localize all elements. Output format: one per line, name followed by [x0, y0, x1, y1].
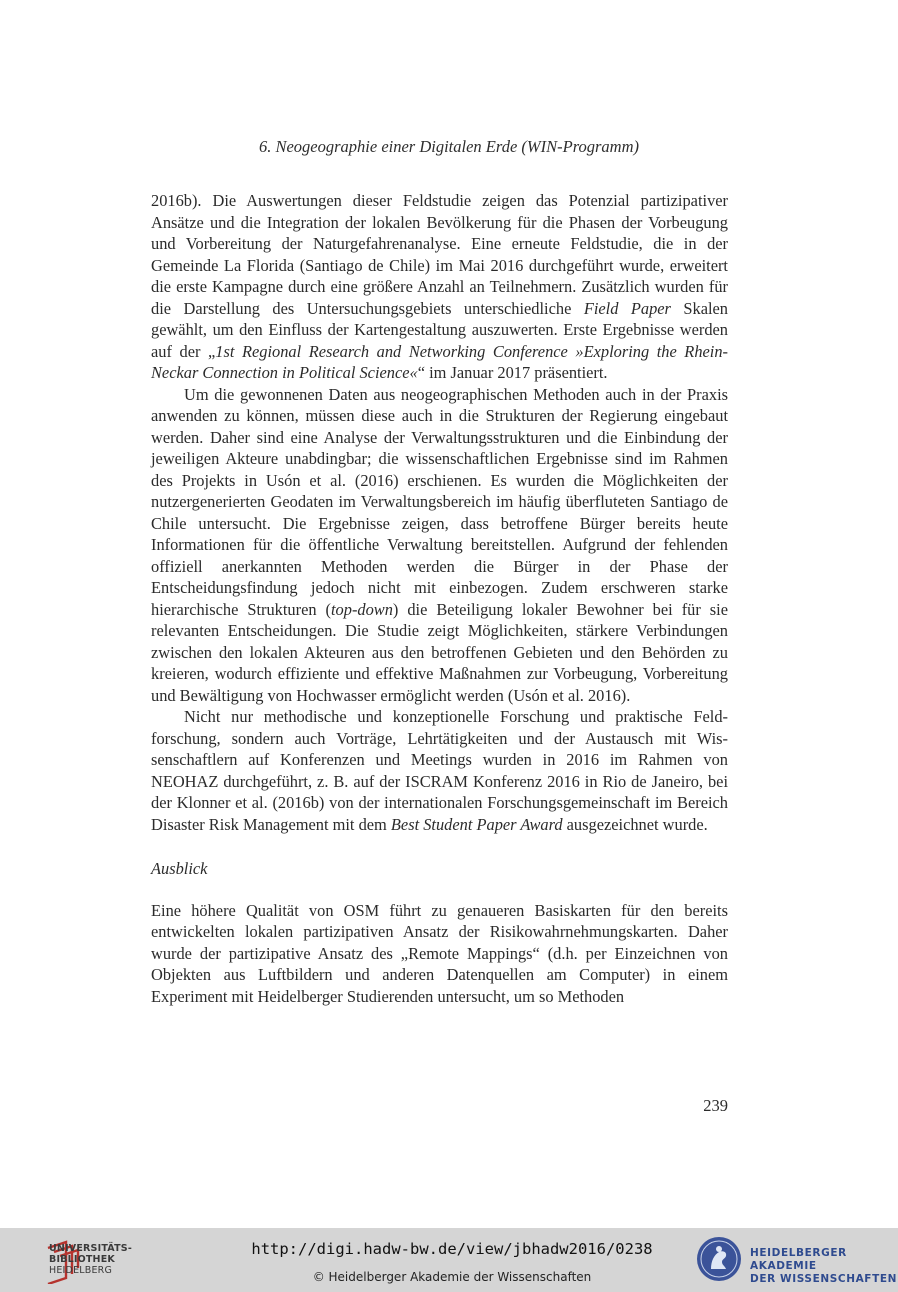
- paragraph-1-italic-field-paper: Field Paper: [583, 298, 671, 318]
- academy-line-2: DER WISSENSCHAFTEN: [750, 1273, 898, 1285]
- paragraph-2: [151, 384, 728, 707]
- paragraph-4: [151, 900, 728, 1008]
- viewer-footer-bar: [0, 1228, 898, 1292]
- academy-line-1: HEIDELBERGER AKADEMIE: [750, 1247, 847, 1272]
- paragraph-3: [151, 706, 728, 835]
- permalink-url[interactable]: http://digi.hadw-bw.de/view/jbhadw2016/0238: [251, 1240, 653, 1258]
- paragraph-1-text-c: “ im Januar 2017 präsentiert.: [417, 363, 608, 382]
- seal-head: [716, 1246, 722, 1252]
- paragraph-4-text: Eine höhere Qualität von OSM führt zu genaueren Basiskarten für den bereits entwickelten lokalen partizipativen Ansatz der Risikowahrnehmungskarten. Daher wurde der partizipative Ansatz des „Remote Mappings“ (d.h. per Einzeichnen von Objekten aus Luftbildern und anderen Datenquellen am Computer) in einem Experiment mit Heidelberger Studierenden untersucht, um so Methoden: [151, 900, 728, 1006]
- paragraph-2-italic-top-down: top-down: [331, 599, 393, 619]
- paragraph-1: [151, 190, 728, 384]
- paragraph-1-text-b: Skalen gewählt, um den Einfluss der Kartengestaltung auszuwerten. Erste Ergebnisse werden auf der „: [151, 298, 728, 361]
- paragraph-1-italic-conference: 1st Regional Research and Networking Conference »Exploring the Rhein-Neckar Connection in Political Science«: [151, 341, 728, 382]
- paragraph-2-text-b: ) die Beteiligung lokaler Bewohner bei für sie relevanten Entscheidungen. Die Studie zeigt Möglichkeiten, stärkere Verbindungen zwischen den lokalen Akteuren aus den betroffenen Gebieten und den Behörden zu kreieren, wodurch effiziente und effektive Maßnahmen zur Vorbeugung, Vorbereitung und Bewältigung von Hochwasser ermöglicht werden (Usón et al. 2016).: [151, 599, 729, 705]
- academy-seal-icon[interactable]: [695, 1235, 743, 1283]
- running-head: 6. Neogeographie einer Digitalen Erde (WIN-Programm): [258, 137, 640, 156]
- page-number: 239: [703, 1096, 728, 1115]
- paragraph-2-text-a: Um die gewonnenen Daten aus neogeographischen Methoden auch in der Praxis anwenden zu können, müssen diese auch in die Strukturen der Regierung eingebaut werden. Daher sind eine Analyse der Verwaltungsstrukturen und die Einbindung der jeweiligen Akteure unabdingbar; die wissenschaftlichen Ergebnisse sind im Rahmen des Projekts in Usón et al. (2016) erschienen. Es wurden die Möglichkeiten der nutzergenerierten Geodaten im Verwaltungsbereich im häufig überfluteten Santiago de Chile untersucht. Die Ergebnisse zeigen, dass betroffene Bürger bereits heute Informationen für die öffentliche Verwaltung bereitstellen. Aufgrund der fehlenden offiziell anerkannten Methoden werden die Bürger in der Phase der Entscheidungsfindung jedoch nicht mit einbezogen. Zudem erschweren starke hierarchische Strukturen (: [151, 384, 728, 619]
- section-heading: Ausblick: [151, 859, 208, 878]
- academy-name: [750, 1247, 898, 1286]
- copyright-notice: © Heidelberger Akademie der Wissenschaften: [312, 1270, 592, 1284]
- library-line-1: UNIVERSITÄTS-: [49, 1243, 132, 1254]
- body-text: [151, 190, 728, 1007]
- library-line-2: BIBLIOTHEK: [49, 1254, 115, 1265]
- paragraph-1-text-a: 2016b). Die Auswertungen dieser Feldstudie zeigen das Potenzial partizipativer Ansätze und die Integration der lokalen Bevölkerung für die Phasen der Vorbeugung und Vorbereitung der Naturgefahrenanalyse. Eine erneute Feldstudie, die in der Gemeinde La Florida (Santiago de Chile) im Mai 2016 durchgeführt wurde, erweitert die erste Kampagne durch eine größere Anzahl an Teilnehmern. Zusätzlich wurden für die Darstellung des Untersuchungsgebiets unterschiedliche: [151, 191, 728, 318]
- paragraph-3-italic-award: Best Student Paper Award: [390, 814, 563, 834]
- library-line-3: HEIDELBERG: [49, 1265, 113, 1276]
- paragraph-3-text-b: ausgezeichnet wurde.: [562, 814, 708, 834]
- paragraph-3-text-a: Nicht nur methodische und konzeptionelle Forschung und praktische Feldforschung, sondern auch Vorträge, Lehrtätigkeiten und der Austausch mit Wissenschaftlern auf Konferenzen und Meetings wurden in 2016 im Rahmen von NEOHAZ durchgeführt, z. B. auf der ISCRAM Konferenz 2016 in Rio de Janeiro, bei der Klonner et al. (2016b) von der internationalen Forschungsgemeinschaft im Bereich Disaster Risk Management mit dem: [151, 707, 728, 834]
